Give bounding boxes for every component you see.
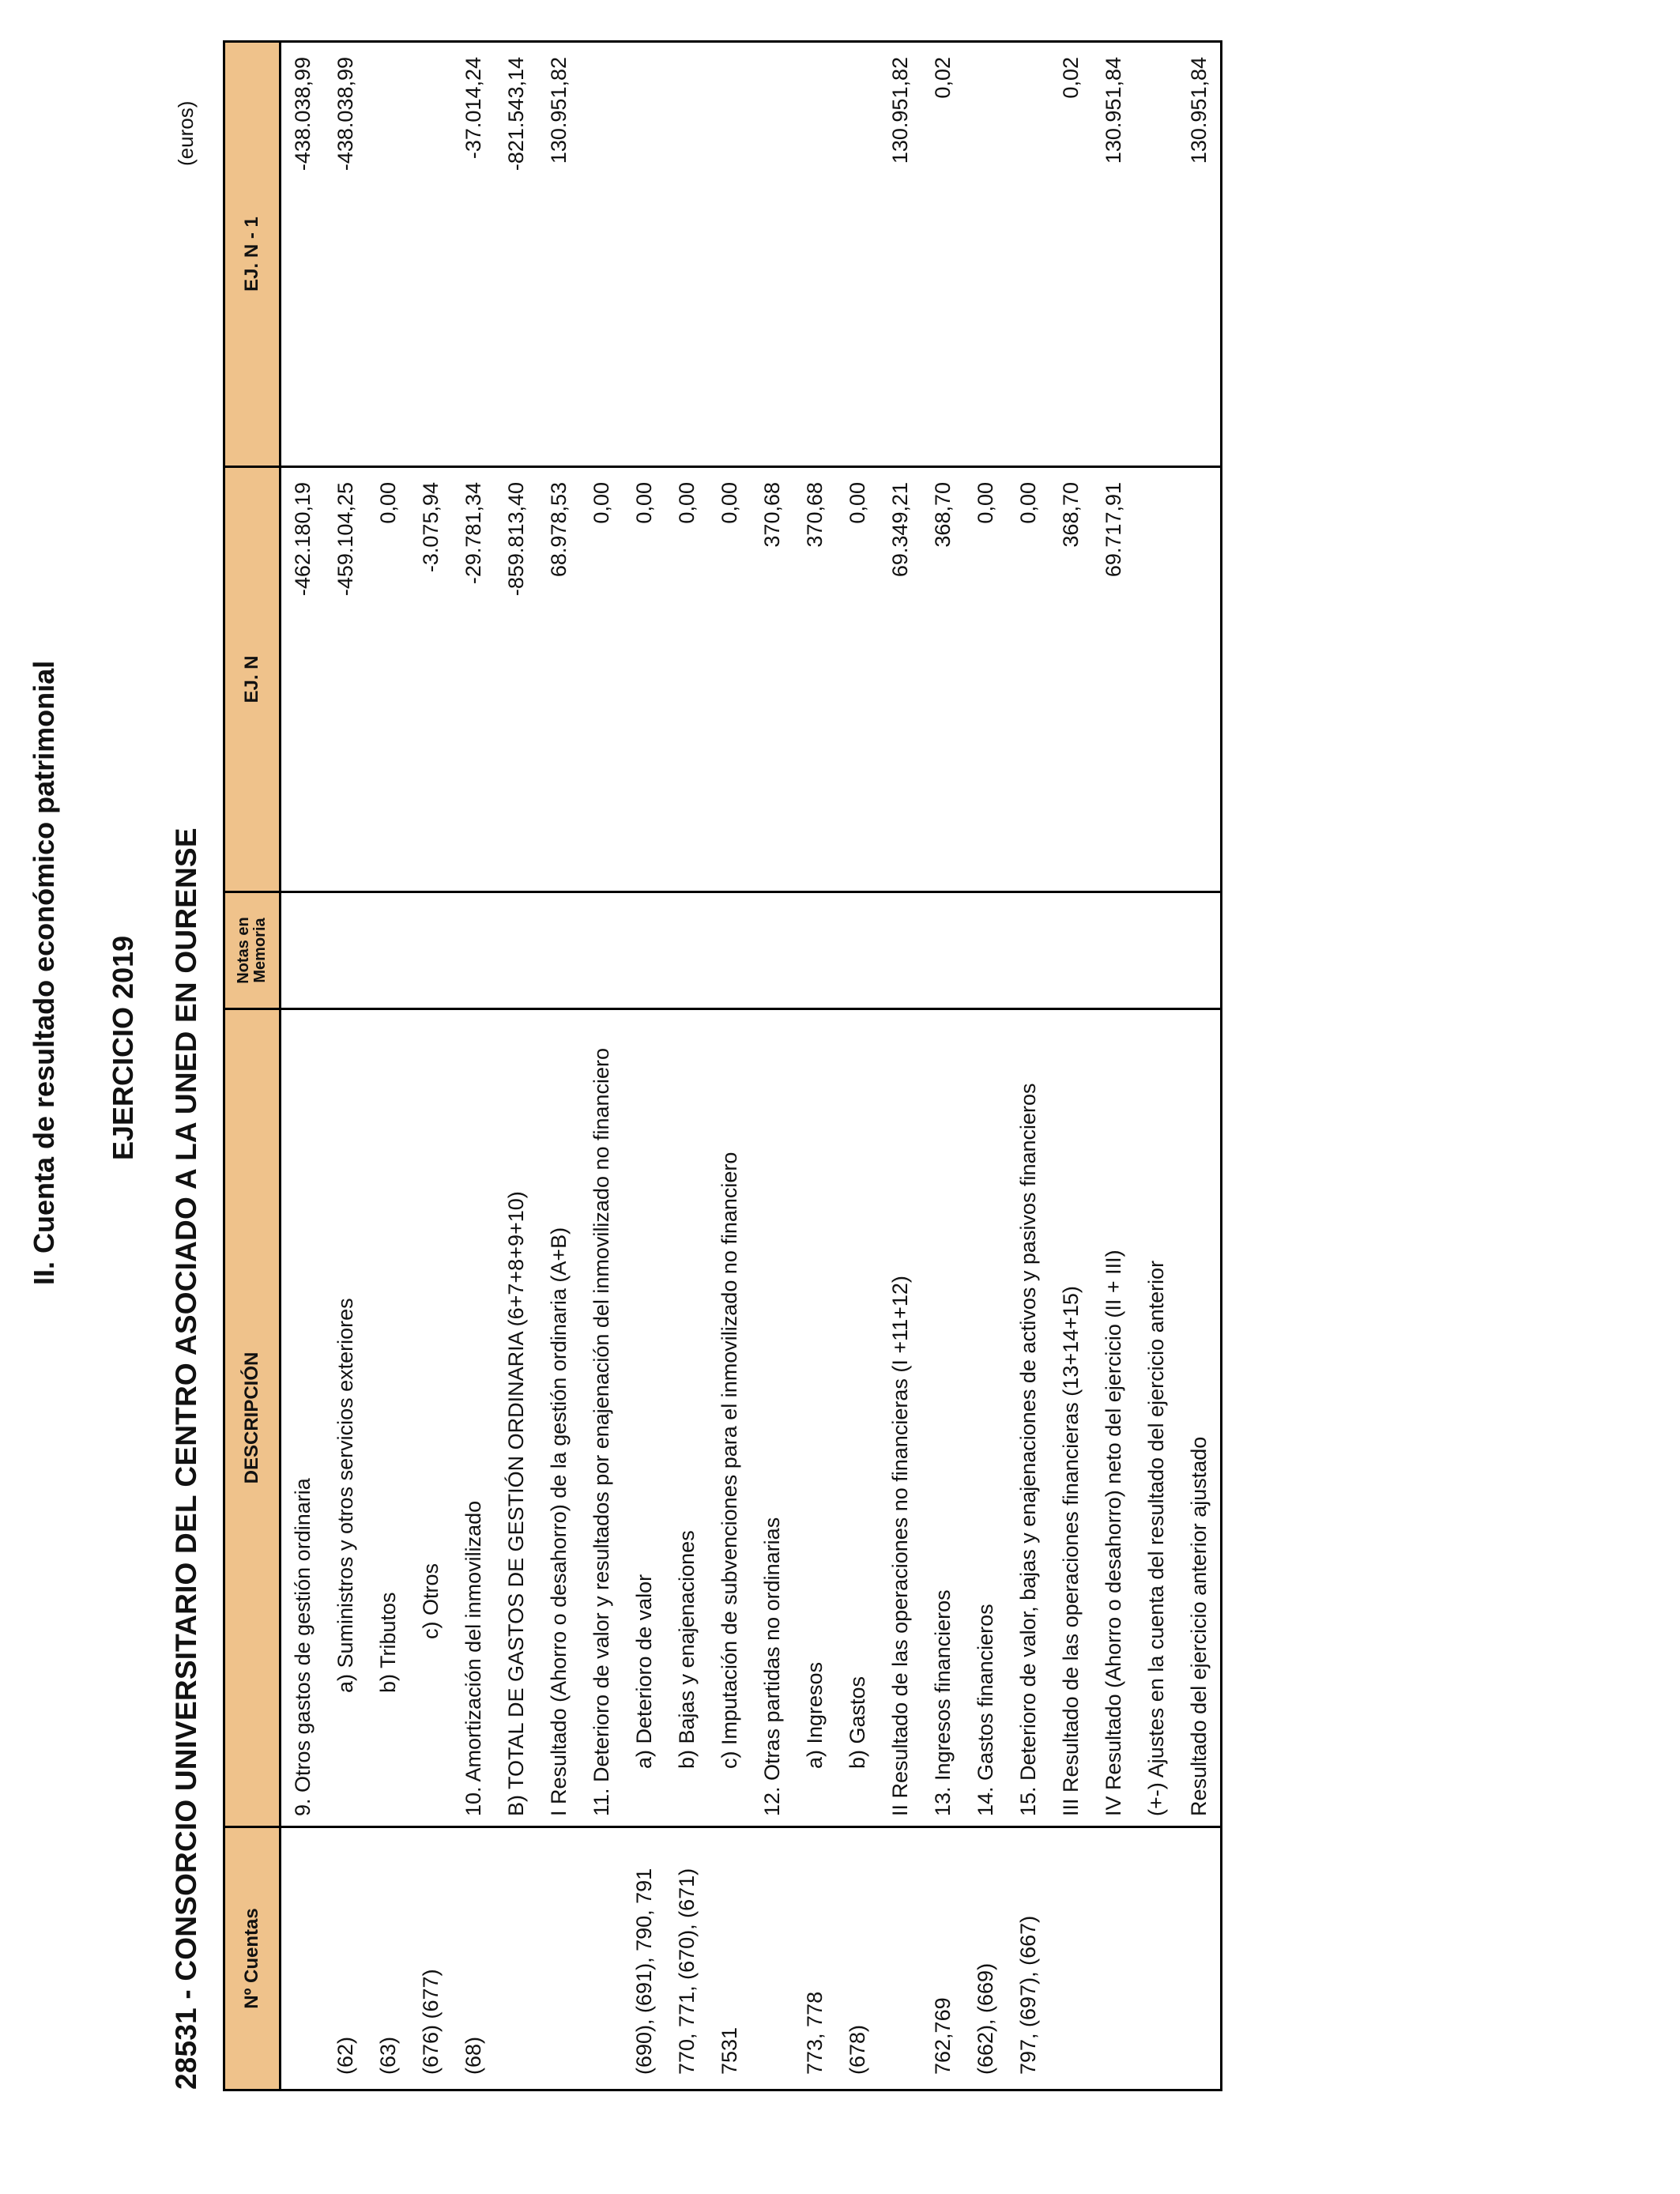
cell-ej-n: 0,00 — [665, 467, 708, 892]
cell-cuentas: (68) — [452, 1827, 495, 2090]
cell-ej-n: 0,00 — [580, 467, 623, 892]
cell-ej-n1: -821.543,14 — [495, 42, 537, 467]
cell-ej-n1: 0,02 — [1049, 42, 1092, 467]
table-body — [281, 42, 1222, 2090]
cell-ej-n: 0,00 — [367, 467, 409, 892]
table-row — [537, 42, 580, 2090]
cell-ej-n: 69.349,21 — [879, 467, 921, 892]
cell-ej-n1 — [1007, 42, 1049, 467]
cell-ej-n: 0,00 — [836, 467, 879, 892]
cell-notas — [879, 892, 921, 1009]
cell-notas — [665, 892, 708, 1009]
table-row — [452, 42, 495, 2090]
cell-ej-n1: 0,02 — [921, 42, 964, 467]
cell-notas — [921, 892, 964, 1009]
cell-ej-n: 0,00 — [708, 467, 751, 892]
table-row — [324, 42, 367, 2090]
cell-ej-n1 — [665, 42, 708, 467]
cell-descripcion: Resultado del ejercicio anterior ajustado — [1177, 1009, 1222, 1827]
cell-ej-n: -3.075,94 — [409, 467, 452, 892]
cell-descripcion: a) Ingresos — [793, 1009, 836, 1827]
cell-cuentas — [281, 1827, 325, 2090]
cell-descripcion: 9. Otros gastos de gestión ordinaria — [281, 1009, 325, 1827]
cell-cuentas: 773, 778 — [793, 1827, 836, 2090]
cell-notas — [537, 892, 580, 1009]
cell-ej-n: 0,00 — [623, 467, 665, 892]
table-row — [964, 42, 1007, 2090]
cell-descripcion: c) Otros — [409, 1009, 452, 1827]
cell-ej-n1: 130.951,82 — [537, 42, 580, 467]
cell-descripcion: 11. Deterioro de valor y resultados por enajenación del inmovilizado no financiero — [580, 1009, 623, 1827]
table-row — [836, 42, 879, 2090]
cell-notas — [367, 892, 409, 1009]
table-row — [1092, 42, 1135, 2090]
table-row — [1135, 42, 1177, 2090]
table-row — [1049, 42, 1092, 2090]
cell-descripcion: 15. Deterioro de valor, bajas y enajenaciones de activos y pasivos financieros — [1007, 1009, 1049, 1827]
cell-cuentas: 797, (697), (667) — [1007, 1827, 1049, 2090]
cell-notas — [1177, 892, 1222, 1009]
cell-notas — [1049, 892, 1092, 1009]
cell-ej-n1: -37.014,24 — [452, 42, 495, 467]
cell-cuentas — [1135, 1827, 1177, 2090]
cell-ej-n: 68.978,53 — [537, 467, 580, 892]
cell-ej-n: -462.180,19 — [281, 467, 325, 892]
cell-cuentas — [537, 1827, 580, 2090]
table-row — [751, 42, 793, 2090]
cell-ej-n: 0,00 — [1007, 467, 1049, 892]
cell-ej-n: 370,68 — [751, 467, 793, 892]
exercise-year: EJERCICIO 2019 — [107, 935, 139, 1160]
table-row — [623, 42, 665, 2090]
cell-ej-n1 — [964, 42, 1007, 467]
col-descripcion: DESCRIPCIÓN — [224, 1009, 281, 1827]
cell-notas — [580, 892, 623, 1009]
cell-ej-n1: 130.951,84 — [1092, 42, 1135, 467]
cell-cuentas — [1049, 1827, 1092, 2090]
table-row — [367, 42, 409, 2090]
cell-descripcion: B) TOTAL DE GASTOS DE GESTIÓN ORDINARIA (6+7+8+9+10) — [495, 1009, 537, 1827]
result-table — [223, 40, 1222, 2091]
cell-ej-n1: -438.038,99 — [281, 42, 325, 467]
table-row — [1007, 42, 1049, 2090]
col-cuentas: Nº Cuentas — [224, 1827, 281, 2090]
cell-notas — [452, 892, 495, 1009]
table-header-row — [224, 42, 281, 2090]
cell-cuentas — [1177, 1827, 1222, 2090]
cell-notas — [836, 892, 879, 1009]
table-row — [495, 42, 537, 2090]
cell-notas — [281, 892, 325, 1009]
col-notas: Notas en Memoria — [224, 892, 281, 1009]
cell-descripcion: I Resultado (Ahorro o desahorro) de la gestión ordinaria (A+B) — [537, 1009, 580, 1827]
cell-descripcion: 14. Gastos financieros — [964, 1009, 1007, 1827]
cell-notas — [1007, 892, 1049, 1009]
cell-ej-n — [1135, 467, 1177, 892]
cell-descripcion: b) Tributos — [367, 1009, 409, 1827]
cell-notas — [964, 892, 1007, 1009]
table-row — [1177, 42, 1222, 2090]
table-row — [665, 42, 708, 2090]
cell-ej-n1 — [751, 42, 793, 467]
cell-notas — [1092, 892, 1135, 1009]
cell-cuentas: (676) (677) — [409, 1827, 452, 2090]
cell-ej-n1 — [580, 42, 623, 467]
cell-notas — [751, 892, 793, 1009]
cell-descripcion: c) Imputación de subvenciones para el inmovilizado no financiero — [708, 1009, 751, 1827]
cell-cuentas — [751, 1827, 793, 2090]
cell-ej-n1 — [409, 42, 452, 467]
table-row — [793, 42, 836, 2090]
cell-cuentas — [580, 1827, 623, 2090]
cell-ej-n1 — [793, 42, 836, 467]
cell-cuentas — [495, 1827, 537, 2090]
cell-notas — [623, 892, 665, 1009]
cell-notas — [409, 892, 452, 1009]
cell-ej-n1: -438.038,99 — [324, 42, 367, 467]
cell-descripcion: a) Deterioro de valor — [623, 1009, 665, 1827]
cell-descripcion: a) Suministros y otros servicios exteriores — [324, 1009, 367, 1827]
cell-notas — [708, 892, 751, 1009]
table-row — [281, 42, 325, 2090]
cell-ej-n: 368,70 — [921, 467, 964, 892]
cell-cuentas: 7531 — [708, 1827, 751, 2090]
cell-descripcion: b) Bajas y enajenaciones — [665, 1009, 708, 1827]
table-row — [580, 42, 623, 2090]
cell-cuentas — [1092, 1827, 1135, 2090]
cell-cuentas: 762,769 — [921, 1827, 964, 2090]
cell-descripcion: b) Gastos — [836, 1009, 879, 1827]
table-row — [409, 42, 452, 2090]
cell-descripcion: 13. Ingresos financieros — [921, 1009, 964, 1827]
cell-ej-n1 — [708, 42, 751, 467]
cell-ej-n: 370,68 — [793, 467, 836, 892]
cell-cuentas — [879, 1827, 921, 2090]
cell-ej-n1 — [623, 42, 665, 467]
cell-descripcion: IV Resultado (Ahorro o desahorro) neto del ejercicio (II + III) — [1092, 1009, 1135, 1827]
cell-notas — [1135, 892, 1177, 1009]
cell-ej-n1: 130.951,82 — [879, 42, 921, 467]
table-row — [708, 42, 751, 2090]
col-ej-n: EJ. N — [224, 467, 281, 892]
cell-ej-n: 368,70 — [1049, 467, 1092, 892]
entity-name: 28531 - CONSORCIO UNIVERSITARIO DEL CENTRO ASOCIADO A LA UNED EN OURENSE — [170, 827, 202, 2090]
cell-cuentas: (678) — [836, 1827, 879, 2090]
cell-ej-n: 69.717,91 — [1092, 467, 1135, 892]
cell-cuentas: (690), (691), 790, 791 — [623, 1827, 665, 2090]
table-row — [879, 42, 921, 2090]
cell-cuentas: (63) — [367, 1827, 409, 2090]
cell-cuentas: (62) — [324, 1827, 367, 2090]
cell-ej-n: -459.104,25 — [324, 467, 367, 892]
cell-ej-n1: 130.951,84 — [1177, 42, 1222, 467]
cell-ej-n1 — [367, 42, 409, 467]
cell-descripcion: (+-) Ajustes en la cuenta del resultado del ejercicio anterior — [1135, 1009, 1177, 1827]
cell-ej-n: -859.813,40 — [495, 467, 537, 892]
col-ej-n1: EJ. N - 1 — [224, 42, 281, 467]
cell-descripcion: II Resultado de las operaciones no financieras (I +11+12) — [879, 1009, 921, 1827]
cell-ej-n: -29.781,34 — [452, 467, 495, 892]
cell-notas — [324, 892, 367, 1009]
cell-notas — [793, 892, 836, 1009]
cell-descripcion: 10. Amortización del inmovilizado — [452, 1009, 495, 1827]
table-row — [921, 42, 964, 2090]
cell-ej-n1 — [836, 42, 879, 467]
cell-descripcion: III Resultado de las operaciones financieras (13+14+15) — [1049, 1009, 1092, 1827]
cell-ej-n — [1177, 467, 1222, 892]
cell-ej-n1 — [1135, 42, 1177, 467]
cell-notas — [495, 892, 537, 1009]
cell-ej-n: 0,00 — [964, 467, 1007, 892]
cell-descripcion: 12. Otras partidas no ordinarias — [751, 1009, 793, 1827]
currency-unit: (euros) — [174, 100, 198, 166]
cell-cuentas: 770, 771, (670), (671) — [665, 1827, 708, 2090]
report-title: II. Cuenta de resultado económico patrimonial — [28, 660, 60, 1285]
cell-cuentas: (662), (669) — [964, 1827, 1007, 2090]
